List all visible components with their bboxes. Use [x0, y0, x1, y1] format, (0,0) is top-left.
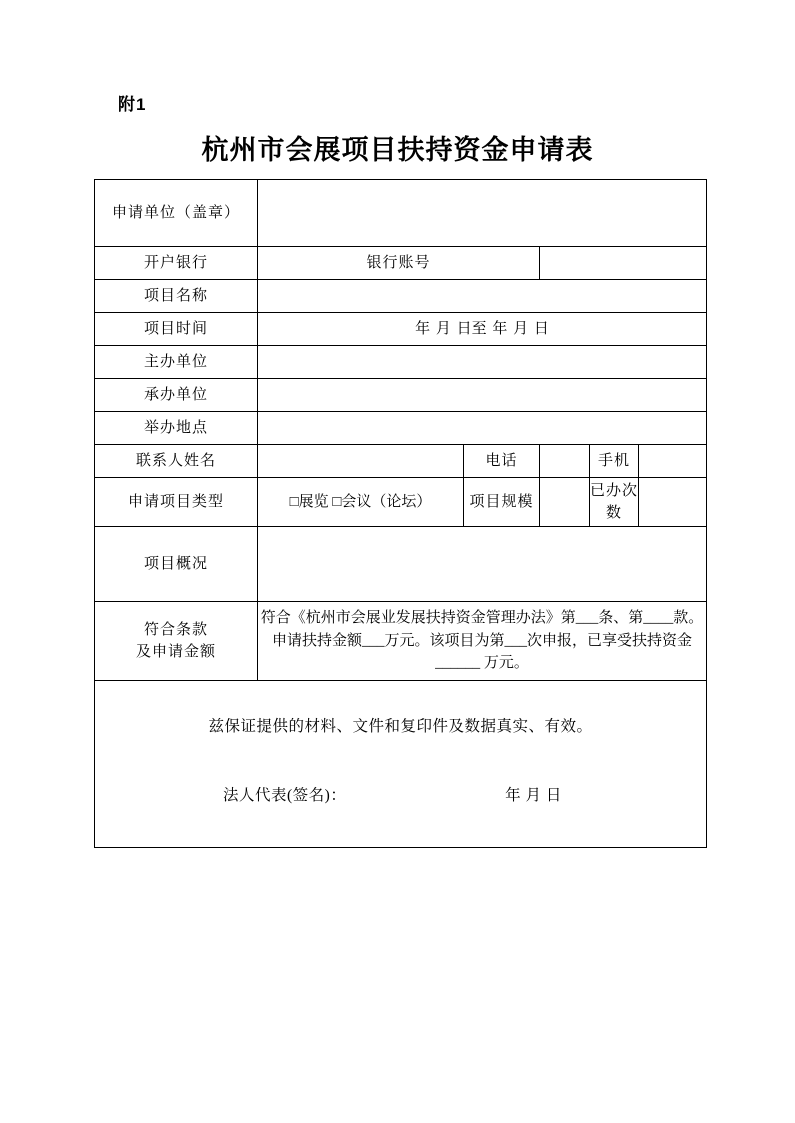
table-row [95, 412, 707, 445]
project-type-label: 申请项目类型 [95, 478, 258, 527]
table-row [95, 247, 707, 280]
terms-amount-text[interactable]: 符合《杭州市会展业发展扶持资金管理办法》第___条、第____款。申请扶持金额___万元。该项目为第___次申报，已享受扶持资金______ 万元。 [258, 602, 707, 681]
declaration-cell [95, 681, 707, 848]
terms-amount-label [95, 602, 258, 681]
project-name-value[interactable] [258, 280, 707, 313]
mobile-value[interactable] [639, 445, 707, 478]
bank-account-value[interactable] [540, 247, 707, 280]
terms-label-line-2: 及申请金额 [135, 644, 216, 660]
contact-name-value[interactable] [258, 445, 464, 478]
table-row [95, 681, 707, 848]
phone-label: 电话 [464, 445, 540, 478]
host-unit-value[interactable] [258, 346, 707, 379]
project-name-label: 项目名称 [95, 280, 258, 313]
table-row [95, 379, 707, 412]
table-row [95, 313, 707, 346]
mobile-label: 手机 [590, 445, 639, 478]
table-row [95, 445, 707, 478]
organizer-unit-label: 承办单位 [95, 379, 258, 412]
bank-account-label: 银行账号 [258, 247, 540, 280]
project-overview-value[interactable] [258, 527, 707, 602]
applicant-unit-label: 申请单位（盖章） [95, 180, 258, 247]
project-time-value[interactable]: 年 月 日至 年 月 日 [258, 313, 707, 346]
times-held-value[interactable] [639, 478, 707, 527]
venue-label: 举办地点 [95, 412, 258, 445]
declaration-statement: 兹保证提供的材料、文件和复印件及数据真实、有效。 [208, 718, 593, 735]
project-scale-label: 项目规模 [464, 478, 540, 527]
attachment-label: 附1 [118, 95, 147, 114]
phone-value[interactable] [540, 445, 590, 478]
table-row [95, 346, 707, 379]
table-row [95, 280, 707, 313]
table-row [95, 602, 707, 681]
declaration-signature-row [95, 738, 706, 807]
signature-label: 法人代表(签名)： [223, 787, 347, 805]
organizer-unit-value[interactable] [258, 379, 707, 412]
project-scale-value[interactable] [540, 478, 590, 527]
table-row [95, 527, 707, 602]
application-form-table [94, 179, 707, 848]
terms-label-line-1: 符合条款 [143, 621, 208, 638]
table-row [95, 180, 707, 247]
declaration-block [95, 681, 706, 847]
contact-name-label: 联系人姓名 [95, 445, 258, 478]
declaration-date[interactable]: 年 月 日 [505, 787, 562, 805]
applicant-unit-value[interactable] [258, 180, 707, 247]
page-title: 杭州市会展项目扶持资金申请表 [201, 135, 594, 165]
host-unit-label: 主办单位 [95, 346, 258, 379]
table-row [95, 478, 707, 527]
project-type-value[interactable]: □展览 □会议（论坛） [258, 478, 464, 527]
times-held-label: 已办次数 [590, 478, 639, 527]
project-overview-label: 项目概况 [95, 527, 258, 602]
venue-value[interactable] [258, 412, 707, 445]
project-time-label: 项目时间 [95, 313, 258, 346]
bank-label: 开户银行 [95, 247, 258, 280]
